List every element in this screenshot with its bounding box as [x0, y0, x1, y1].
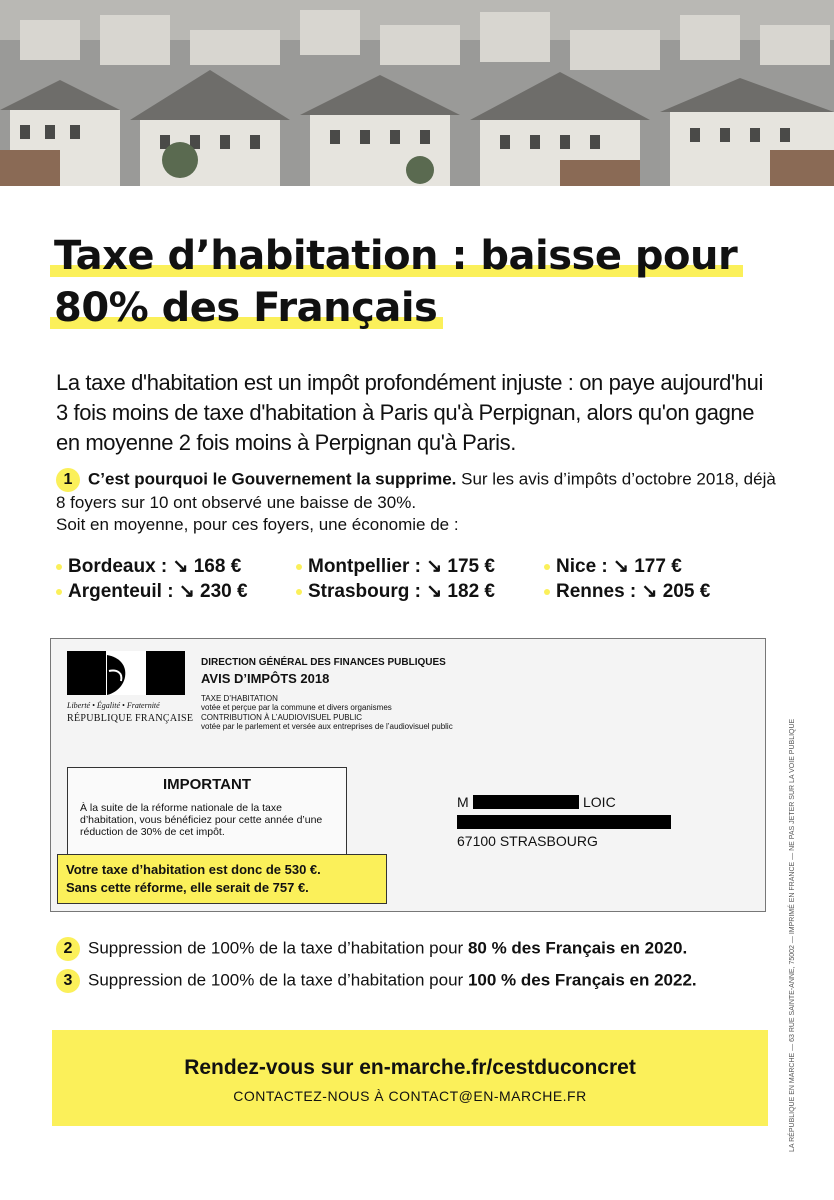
address-name: LOIC: [583, 794, 616, 810]
number-badge: 3: [56, 969, 80, 993]
redaction-bar: [457, 815, 671, 829]
address-city: 67100 STRASBOURG: [457, 833, 598, 849]
tax-amount-line-1: Votre taxe d’habitation est donc de 530 €.: [66, 862, 321, 877]
call-to-action-banner: [52, 1030, 768, 1126]
bullet-dot-icon: [296, 589, 302, 595]
point-3-bold: 100 % des Français en 2022.: [467, 970, 697, 990]
bullet-dot-icon: [296, 564, 302, 570]
direction-title: DIRECTION GÉNÉRAL DES FINANCES PUBLIQUES: [201, 657, 446, 668]
point-2-bold: 80 % des Français en 2020.: [467, 938, 688, 958]
point-2: [56, 937, 776, 961]
city-item: Strasbourg : ↘ 182 €: [296, 580, 495, 603]
headline-line-1: Taxe d’habitation : baisse pour: [54, 230, 737, 282]
point-1-bold: C’est pourquoi le Gouvernement la supprime.: [88, 469, 457, 489]
important-text: À la suite de la réforme nationale de la taxe d’habitation, vous bénéficiez pour cette année d’une réduction de 30% de cet impôt.: [80, 802, 323, 838]
republique-francaise-logo: [67, 651, 194, 731]
point-3: [56, 969, 776, 993]
address-prefix: M: [457, 794, 469, 810]
notice-line: votée par le parlement et versée aux entreprises de l’audiovisuel public: [201, 722, 453, 731]
redaction-bar: [473, 795, 579, 809]
website-link[interactable]: Rendez-vous sur en-marche.fr/cestduconcret: [184, 1056, 636, 1079]
bullet-dot-icon: [544, 564, 550, 570]
tax-amount-line-2: Sans cette réforme, elle serait de 757 €.: [66, 880, 309, 895]
hero-cityscape-image: [0, 0, 834, 186]
notice-line: TAXE D’HABITATION: [201, 694, 278, 703]
contact-email[interactable]: CONTACTEZ-NOUS À CONTACT@EN-MARCHE.FR: [233, 1088, 587, 1104]
notice-line: CONTRIBUTION À L’AUDIOVISUEL PUBLIC: [201, 713, 363, 722]
tax-amount-box: [57, 854, 387, 904]
city-item: Montpellier : ↘ 175 €: [296, 555, 495, 578]
tax-notice-facsimile: [50, 638, 766, 912]
city-item: Nice : ↘ 177 €: [544, 555, 682, 578]
republique-text: RÉPUBLIQUE FRANÇAISE: [67, 713, 194, 724]
point-1-text: Sur les avis d’impôts d’octobre 2018, déjà 8 foyers sur 10 ont observé une baisse de 30%.: [56, 469, 776, 512]
point-2-text: Suppression de 100% de la taxe d’habitation pour: [88, 938, 468, 958]
avis-title: AVIS D’IMPÔTS 2018: [201, 671, 330, 686]
bullet-dot-icon: [56, 589, 62, 595]
headline: [54, 230, 774, 334]
legal-side-text: LA RÉPUBLIQUE EN MARCHE — 63 RUE SAINTE-ANNE, 75002 — IMPRIMÉ EN FRANCE — NE PAS JETER SUR LA VOIE PUBLIQUE: [789, 718, 796, 1152]
point-1-text2: Soit en moyenne, pour ces foyers, une économie de :: [56, 515, 459, 534]
motto-text: Liberté • Égalité • Fraternité: [67, 701, 160, 710]
notice-line: votée et perçue par la commune et divers organismes: [201, 703, 392, 712]
headline-line-2: 80% des Français: [54, 282, 437, 334]
point-3-text: Suppression de 100% de la taxe d’habitation pour: [88, 970, 468, 990]
bullet-dot-icon: [544, 589, 550, 595]
city-item: Argenteuil : ↘ 230 €: [56, 580, 248, 603]
city-item: Rennes : ↘ 205 €: [544, 580, 710, 603]
point-1: [56, 468, 776, 536]
number-badge: 2: [56, 937, 80, 961]
bullet-dot-icon: [56, 564, 62, 570]
city-item: Bordeaux : ↘ 168 €: [56, 555, 241, 578]
important-title: IMPORTANT: [162, 776, 252, 793]
intro-paragraph: La taxe d'habitation est un impôt profondément injuste : on paye aujourd'hui 3 fois moins de taxe d'habitation à Paris qu'à Perpignan, alors qu'on gagne en moyenne 2 fois moins à Perpignan qu'à Paris.: [56, 370, 763, 455]
marianne-flag-icon: [67, 651, 185, 695]
number-badge: 1: [56, 468, 80, 492]
